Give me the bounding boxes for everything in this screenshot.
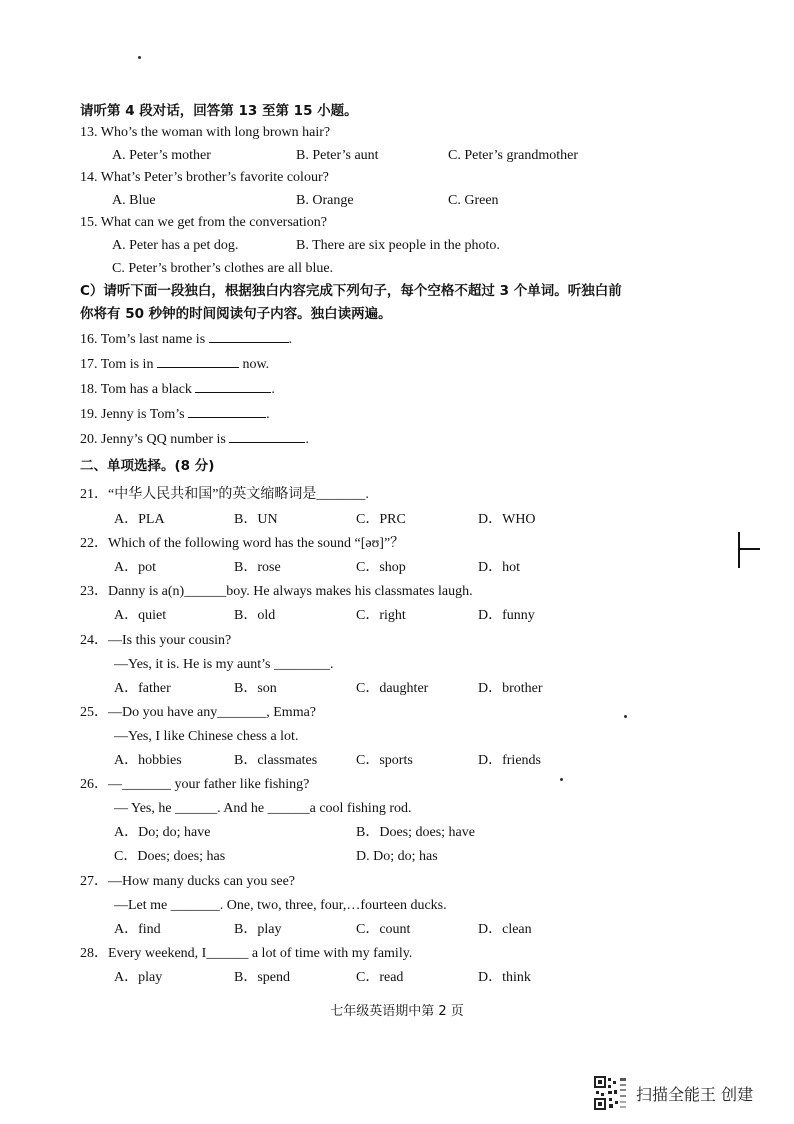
question-28-stem: 28．Every weekend, I______ a lot of time with my family. (80, 946, 413, 961)
question-14-stem: 14. What’s Peter’s brother’s favorite colour? (80, 170, 329, 185)
answer-blank (157, 355, 239, 368)
question-25-option-a: A．hobbies (114, 753, 182, 768)
question-24-option-d: D．brother (478, 681, 543, 696)
question-14-option-c: C. Green (448, 193, 499, 208)
question-23-option-d: D．funny (478, 608, 535, 623)
fill-item-19 (80, 405, 270, 425)
question-13-stem: 13. Who’s the woman with long brown hair? (80, 125, 331, 140)
question-15-stem: 15. What can we get from the conversation? (80, 215, 327, 230)
part-two-heading: 二、单项选择。(8 分) (80, 458, 215, 474)
scan-speck (138, 56, 141, 59)
question-14-option-a: A. Blue (112, 193, 156, 208)
fill-item-end: now. (242, 357, 270, 372)
fill-item-16 (80, 330, 292, 350)
question-21-option-b: B．UN (234, 512, 278, 527)
question-24-option-a: A．father (114, 681, 171, 696)
question-25-option-d: D．friends (478, 753, 541, 768)
question-14-option-b: B. Orange (296, 193, 354, 208)
fill-item-text: 20. Jenny’s QQ number is (80, 432, 226, 447)
question-15-option-b: B. There are six people in the photo. (296, 238, 500, 253)
question-13-option-a: A. Peter’s mother (112, 148, 211, 163)
fill-item-text: 18. Tom has a black (80, 382, 192, 397)
fill-item-text: 19. Jenny is Tom’s (80, 407, 185, 422)
question-26-reply: — Yes, he ______. And he ______a cool fishing rod. (114, 801, 412, 816)
question-22-option-a: A．pot (114, 560, 156, 575)
page-footer: 七年级英语期中第 2 页 (330, 1004, 464, 1019)
question-26-stem: 26．—_______ your father like fishing? (80, 777, 310, 792)
question-27-option-d: D．clean (478, 922, 532, 937)
scan-speck (560, 778, 563, 781)
question-13-option-b: B. Peter’s aunt (296, 148, 379, 163)
question-13-option-c: C. Peter’s grandmother (448, 148, 578, 163)
question-22-option-d: D．hot (478, 560, 520, 575)
question-23-option-c: C．right (356, 608, 406, 623)
answer-blank (229, 430, 305, 443)
question-25-option-b: B．classmates (234, 753, 318, 768)
question-21-option-c: C．PRC (356, 512, 406, 527)
question-27-stem: 27．—How many ducks can you see? (80, 874, 296, 889)
question-28-option-a: A．play (114, 970, 163, 985)
scanner-watermark-text: 扫描全能王 创建 (636, 1084, 754, 1104)
question-25-stem: 25．—Do you have any_______, Emma? (80, 705, 317, 720)
question-26-option-b: B．Does; does; have (356, 825, 475, 840)
fill-item-20 (80, 430, 309, 450)
question-24-stem: 24．—Is this your cousin? (80, 633, 232, 648)
question-24-option-c: C．daughter (356, 681, 429, 696)
qr-code-icon (594, 1076, 628, 1110)
fill-item-17 (80, 355, 269, 375)
question-23-stem: 23．Danny is a(n)______boy. He always makes his classmates laugh. (80, 584, 473, 599)
crop-mark-arm (738, 548, 760, 550)
question-22-option-b: B．rose (234, 560, 281, 575)
question-27-option-c: C．count (356, 922, 411, 937)
fill-item-18 (80, 380, 275, 400)
question-15-option-c: C. Peter’s brother’s clothes are all blue. (112, 261, 334, 276)
question-26-option-a: A．Do; do; have (114, 825, 211, 840)
question-28-option-b: B．spend (234, 970, 290, 985)
fill-item-end: . (288, 332, 293, 347)
fill-item-end: . (271, 382, 275, 397)
section-instruction: 请听第 4 段对话，回答第 13 至第 15 小题。 (80, 103, 358, 119)
question-27-option-a: A．find (114, 922, 161, 937)
question-24-option-b: B．son (234, 681, 277, 696)
scanner-watermark (594, 1076, 753, 1110)
question-27-reply: —Let me _______. One, two, three, four,…fourteen ducks. (114, 898, 447, 913)
question-28-option-d: D．think (478, 970, 531, 985)
question-21-stem: 21．“中华人民共和国”的英文缩略词是_______. (80, 487, 369, 502)
fill-item-text: 16. Tom’s last name is (80, 332, 206, 347)
question-26-option-c: C．Does; does; has (114, 849, 226, 864)
fill-item-text: 17. Tom is in (80, 357, 154, 372)
question-15-option-a: A. Peter has a pet dog. (112, 238, 239, 253)
question-22-option-c: C．shop (356, 560, 406, 575)
question-21-option-a: A．PLA (114, 512, 165, 527)
section-c-instruction-line1: C）请听下面一段独白，根据独白内容完成下列句子，每个空格不超过 3 个单词。听独白前 (80, 283, 622, 299)
question-25-reply: —Yes, I like Chinese chess a lot. (114, 729, 299, 744)
answer-blank (209, 330, 289, 343)
scan-speck (624, 715, 627, 718)
question-27-option-b: B．play (234, 922, 282, 937)
question-23-option-b: B．old (234, 608, 276, 623)
section-c-instruction-line2: 你将有 50 秒钟的时间阅读句子内容。独白读两遍。 (80, 306, 392, 322)
question-25-option-c: C．sports (356, 753, 413, 768)
fill-item-end: . (305, 432, 309, 447)
question-22-stem: 22．Which of the following word has the sound “[əʊ]”？ (80, 536, 405, 551)
answer-blank (195, 380, 271, 393)
question-26-option-d: D. Do; do; has (356, 849, 438, 864)
question-24-reply: —Yes, it is. He is my aunt’s ________. (114, 657, 334, 672)
question-21-option-d: D．WHO (478, 512, 536, 527)
crop-mark (738, 532, 740, 568)
question-23-option-a: A．quiet (114, 608, 167, 623)
question-28-option-c: C．read (356, 970, 404, 985)
fill-item-end: . (266, 407, 270, 422)
answer-blank (188, 405, 266, 418)
